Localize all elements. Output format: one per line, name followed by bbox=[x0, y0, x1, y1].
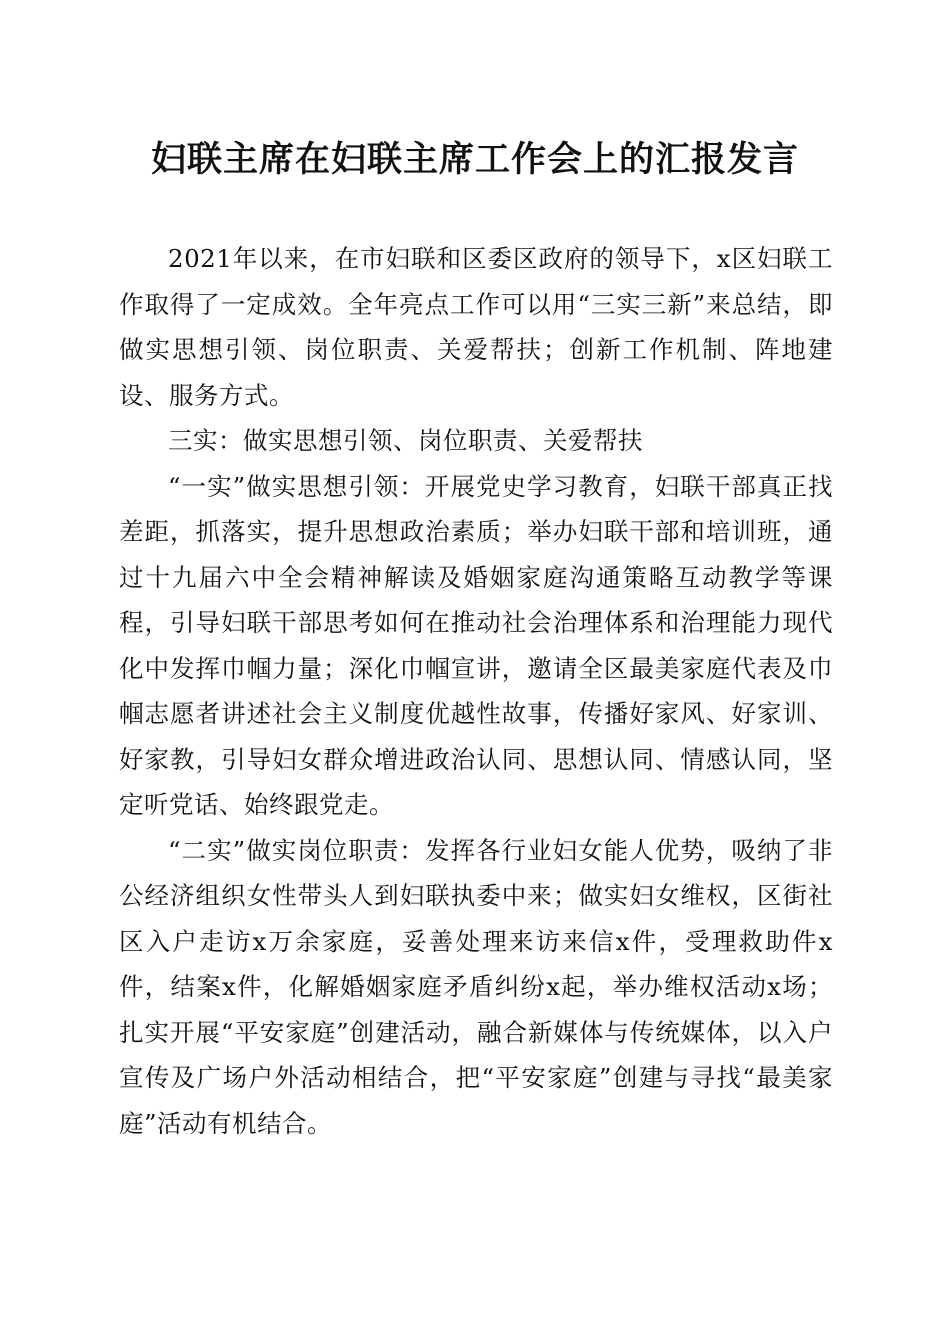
section-heading-three-shi: 三实：做实思想引领、岗位职责、关爱帮扶 bbox=[168, 426, 643, 455]
second-shi-paragraph: “二实”做实岗位职责：发挥各行业妇女能人优势，吸纳了非公经济组织女性带头人到妇联执委中来；做实妇女维权，区街社区入户走访x万余家庭，妥善处理来访来信x件，受理救助件x件，结案x件，化解婚姻家庭矛盾纠纷x起，举办维权活动x场；扎实开展“平安家庭”创建活动，融合新媒体与传统媒体，以入户宣传及广场户外活动相结合，把“平安家庭”创建与寻找“最美家庭”活动有机结合。 bbox=[119, 835, 833, 1138]
document-body bbox=[119, 236, 833, 1146]
first-shi-paragraph: “一实”做实思想引领：开展党史学习教育，妇联干部真正找差距，抓落实，提升思想政治素质；举办妇联干部和培训班，通过十九届六中全会精神解读及婚姻家庭沟通策略互动教学等课程，引导妇联干部思考如何在推动社会治理体系和治理能力现代化中发挥巾帼力量；深化巾帼宣讲，邀请全区最美家庭代表及巾帼志愿者讲述社会主义制度优越性故事，传播好家风、好家训、好家教，引导妇女群众增进政治认同、思想认同、情感认同，坚定听党话、始终跟党走。 bbox=[119, 471, 833, 819]
intro-paragraph: 2021年以来，在市妇联和区委区政府的领导下，x区妇联工作取得了一定成效。全年亮点工作可以用“三实三新”来总结，即做实思想引领、岗位职责、关爱帮扶；创新工作机制、阵地建设、服务方式。 bbox=[119, 244, 833, 410]
document-title: 妇联主席在妇联主席工作会上的汇报发言 bbox=[150, 139, 799, 180]
